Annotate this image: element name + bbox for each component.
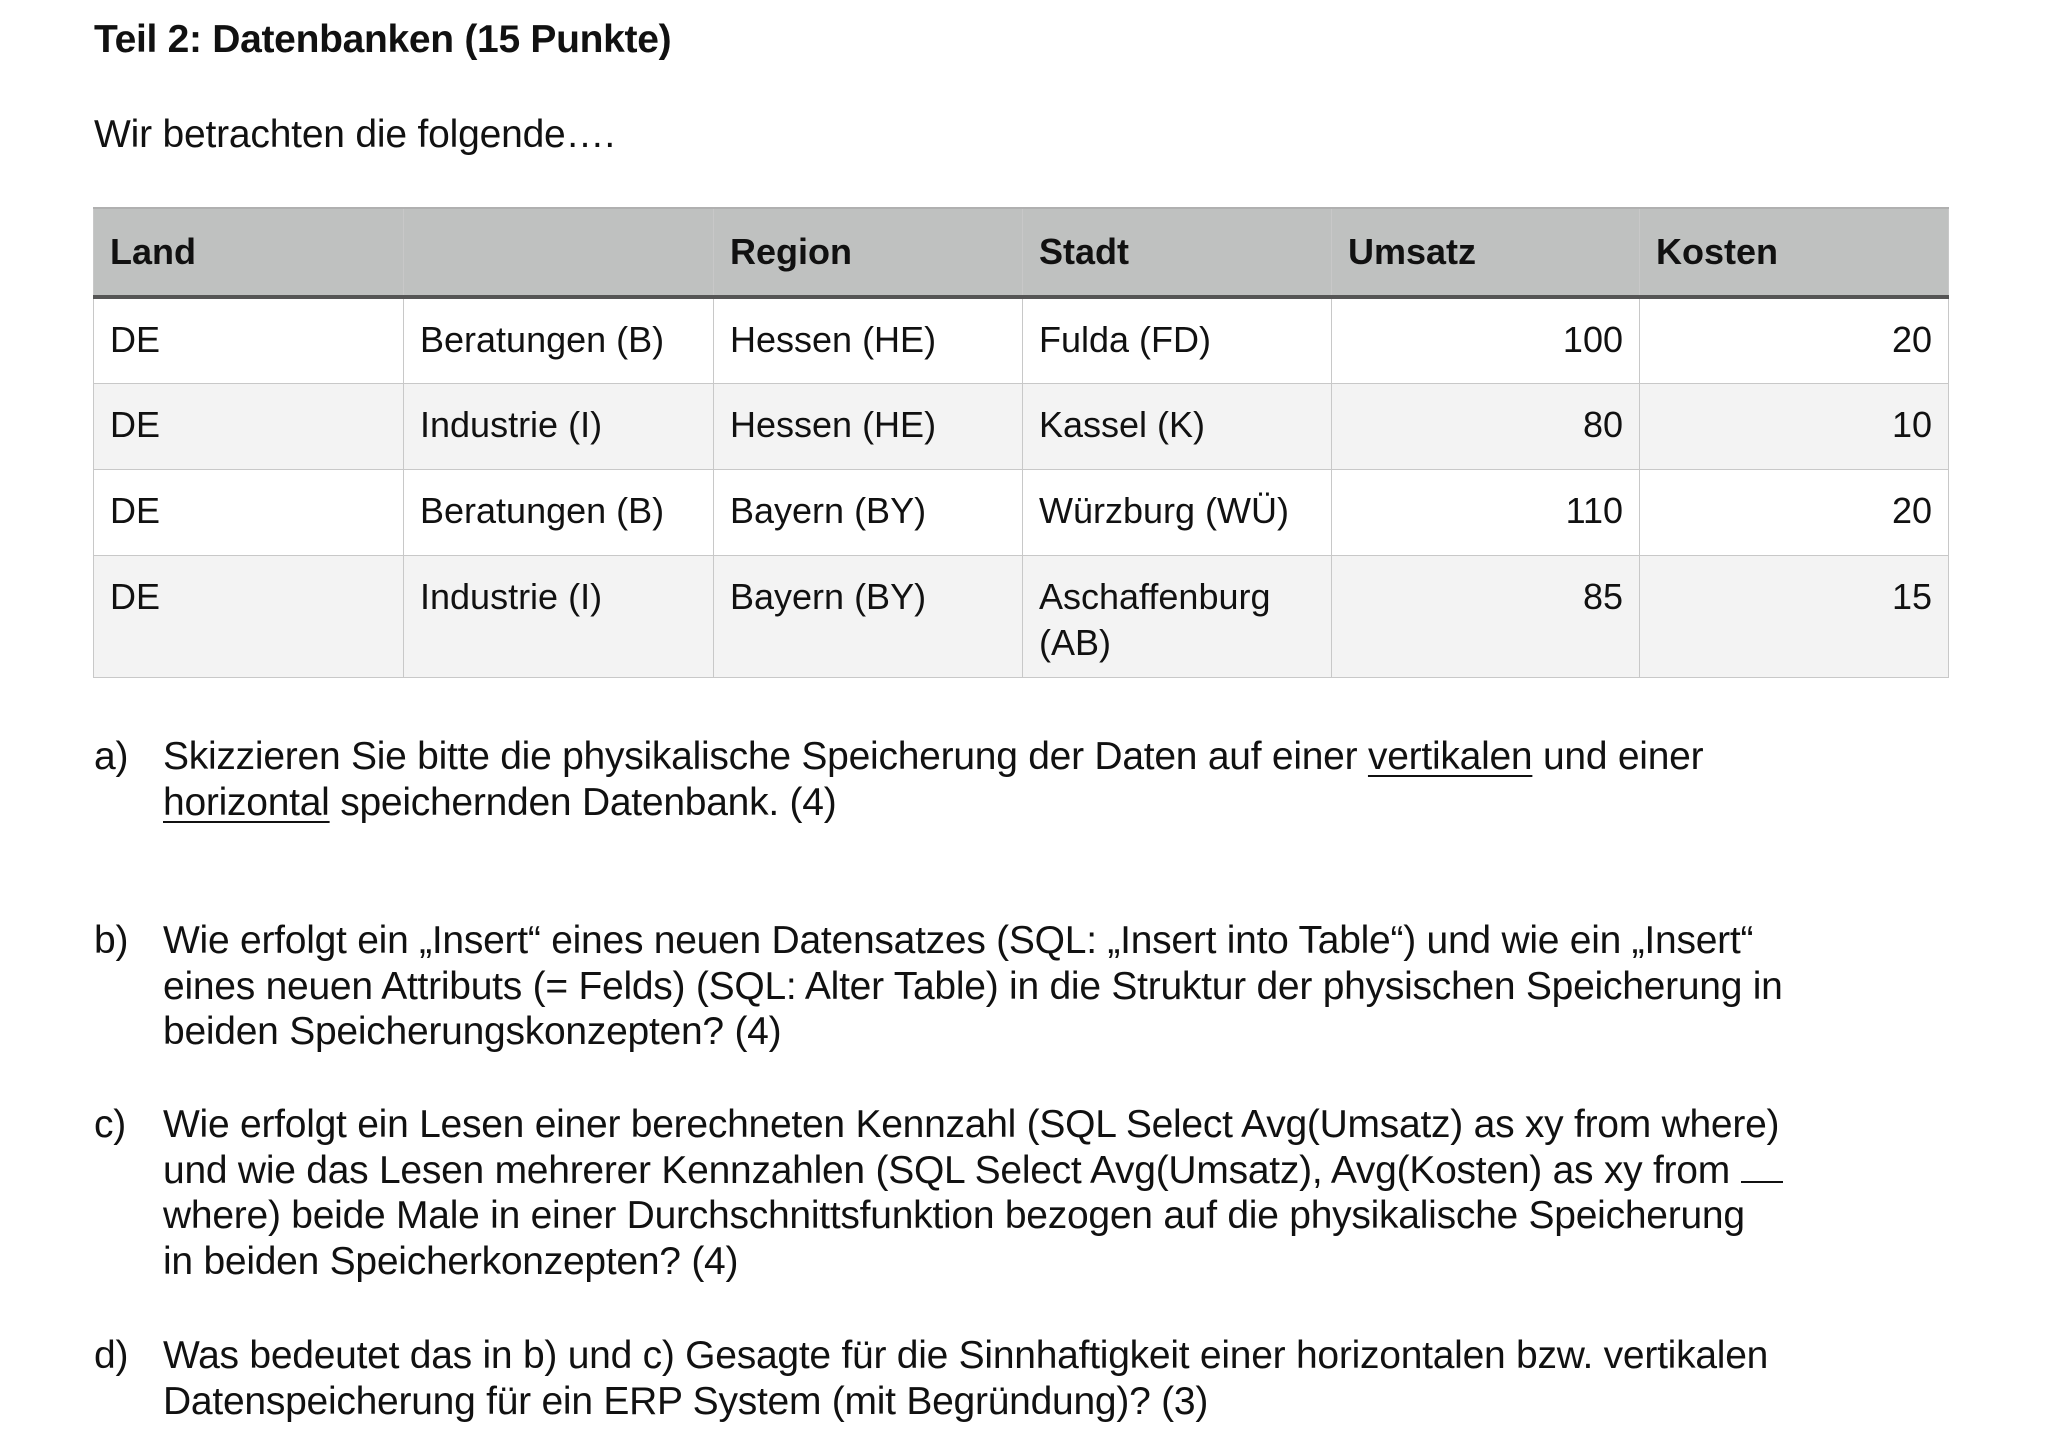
question-label: a) bbox=[94, 735, 129, 778]
cell-kosten: 10 bbox=[1640, 383, 1949, 469]
cell-land: DE bbox=[94, 469, 404, 555]
text-line: Wie erfolgt ein Lesen einer berechneten Kennzahl (SQL Select Avg(Umsatz) as xy from where) bbox=[163, 1103, 1780, 1146]
cell-umsatz: 80 bbox=[1332, 383, 1640, 469]
cell-land: DE bbox=[94, 383, 404, 469]
header-kosten: Kosten bbox=[1640, 208, 1949, 297]
header-stadt: Stadt bbox=[1023, 208, 1332, 297]
cell-umsatz: 100 bbox=[1332, 297, 1640, 383]
text-line: where) beide Male in einer Durchschnittsfunktion bezogen auf die physikalische Speicherung bbox=[163, 1194, 1745, 1237]
question-label: b) bbox=[94, 919, 129, 962]
text-span: Skizzieren Sie bitte die physikalische Speicherung der Daten auf einer bbox=[163, 735, 1368, 778]
question-text bbox=[163, 918, 2048, 1055]
text-line: in beiden Speicherkonzepten? (4) bbox=[163, 1239, 739, 1283]
text-line: Was bedeutet das in b) und c) Gesagte für die Sinnhaftigkeit einer horizontalen bzw. vertikalen bbox=[163, 1334, 1769, 1377]
underlined-term-vertikalen: vertikalen bbox=[1367, 735, 1533, 778]
cell-kosten: 20 bbox=[1640, 469, 1949, 555]
cell-branche: Beratungen (B) bbox=[404, 297, 714, 383]
header-branche bbox=[404, 208, 714, 297]
question-text bbox=[163, 1102, 2048, 1284]
cell-umsatz: 85 bbox=[1332, 555, 1640, 677]
cell-stadt bbox=[1023, 555, 1332, 677]
cell-umsatz: 110 bbox=[1332, 469, 1640, 555]
question-text bbox=[163, 1333, 2048, 1424]
data-table bbox=[93, 207, 1949, 678]
underlined-term-horizontal: horizontal bbox=[163, 780, 330, 824]
table-header-row bbox=[94, 208, 1949, 297]
text-line: beiden Speicherungskonzepten? (4) bbox=[163, 1010, 782, 1053]
text-span: und wie das Lesen mehrerer Kennzahlen (SQL Select Avg(Umsatz), Avg(Kosten) as xy from bbox=[163, 1148, 1741, 1192]
text-line: Datenspeicherung für ein ERP System (mit Begründung)? (3) bbox=[163, 1379, 1209, 1423]
text-span: speichernden Datenbank. (4) bbox=[329, 780, 837, 824]
header-region: Region bbox=[714, 208, 1023, 297]
cell-stadt-line2: (AB) bbox=[1039, 621, 1111, 663]
header-land: Land bbox=[94, 208, 404, 297]
cell-branche: Industrie (I) bbox=[404, 555, 714, 677]
table-row bbox=[94, 383, 1949, 469]
cell-branche: Industrie (I) bbox=[404, 383, 714, 469]
cell-region: Hessen (HE) bbox=[714, 297, 1023, 383]
cell-stadt: Würzburg (WÜ) bbox=[1023, 469, 1332, 555]
cell-stadt-line1: Aschaffenburg bbox=[1039, 575, 1271, 617]
cell-stadt: Kassel (K) bbox=[1023, 383, 1332, 469]
cell-region: Hessen (HE) bbox=[714, 383, 1023, 469]
question-text bbox=[163, 734, 2048, 825]
text-line: eines neuen Attributs (= Felds) (SQL: Alter Table) in die Struktur der physischen Speicherung in bbox=[163, 964, 1783, 1008]
table-row bbox=[94, 469, 1949, 555]
intro-text: Wir betrachten die folgende…. bbox=[94, 113, 615, 156]
cell-stadt: Fulda (FD) bbox=[1023, 297, 1332, 383]
table-row bbox=[94, 297, 1949, 383]
cell-kosten: 15 bbox=[1640, 555, 1949, 677]
text-span: und einer bbox=[1532, 735, 1704, 778]
section-title: Teil 2: Datenbanken (15 Punkte) bbox=[94, 18, 672, 61]
question-label: c) bbox=[94, 1103, 126, 1146]
text-line: Wie erfolgt ein „Insert“ eines neuen Datensatzes (SQL: „Insert into Table“) und wie ein „Insert“ bbox=[163, 919, 1754, 962]
header-umsatz: Umsatz bbox=[1332, 208, 1640, 297]
cell-branche: Beratungen (B) bbox=[404, 469, 714, 555]
blank-line bbox=[1741, 1153, 1783, 1183]
cell-region: Bayern (BY) bbox=[714, 469, 1023, 555]
cell-land: DE bbox=[94, 297, 404, 383]
table-row bbox=[94, 555, 1949, 677]
question-label: d) bbox=[94, 1334, 129, 1377]
cell-land: DE bbox=[94, 555, 404, 677]
cell-kosten: 20 bbox=[1640, 297, 1949, 383]
cell-region: Bayern (BY) bbox=[714, 555, 1023, 677]
